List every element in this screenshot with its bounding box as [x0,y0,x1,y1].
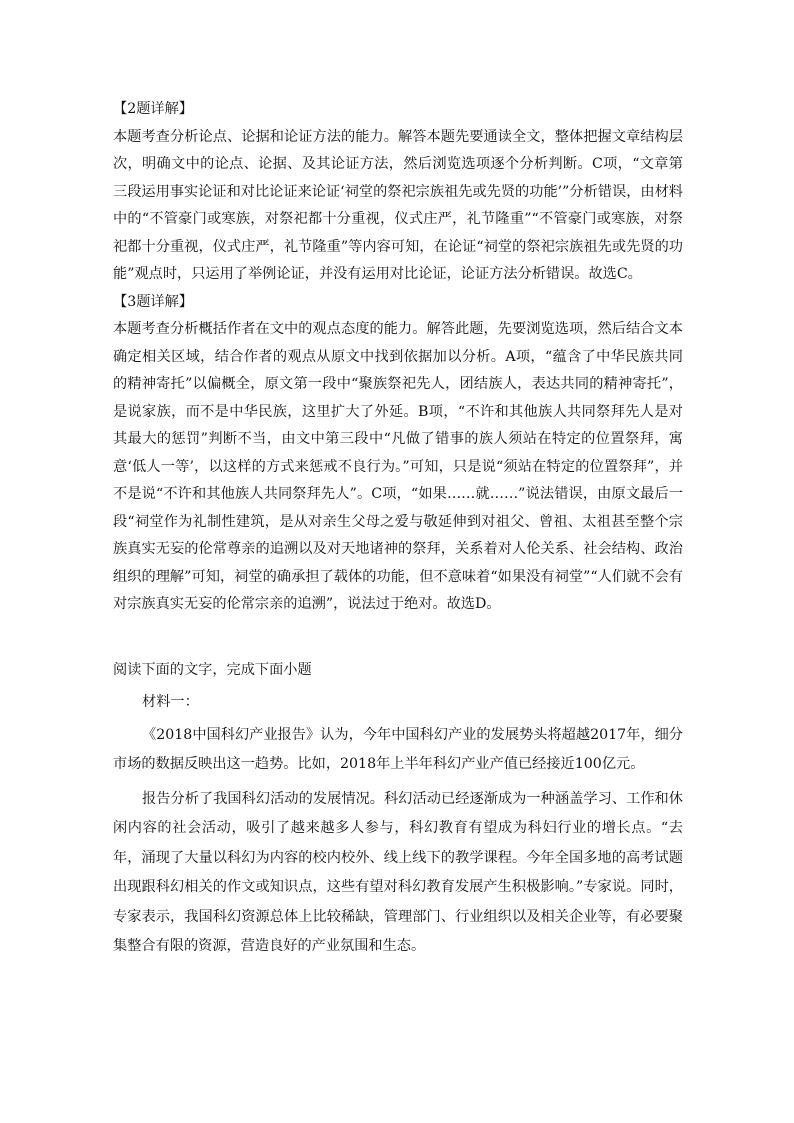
section-gap [113,619,683,657]
document-page [113,96,683,967]
material-label: 材料一： [142,693,199,710]
section-2-heading: 【2题详解】 [113,101,193,117]
material-paragraph-1: 《2018中国科幻产业报告》认为，今年中国科幻产业的发展势头将超越2017年，细分市场的数据反映出这一趋势。比如，2018年上半年科幻产业产值已经接近100亿元。 [113,726,683,772]
reading-instruction: 阅读下面的文字，完成下面小题 [113,661,312,678]
section-3-body: 本题考查分析概括作者在文中的观点态度的能力。解答此题，先要浏览选项，然后结合文本确定相关区域，结合作者的观点从原文中找到依据加以分析。A项，“蕴含了中华民族共同的精神寄托”以偏概全，原文第一段中“聚族祭祀先人，团结族人，表达共同的精神寄托”，是说家族，而不是中华民族，这里扩大了外延。B项，“不许和其他族人共同祭拜先人是对其最大的惩罚”判断不当，由文中第三段中“凡做了错事的族人须站在特定的位置祭拜，寓意‘低人一等’，以这样的方式来惩戒不良行为。”可知，只是说“须站在特定的位置祭拜”，并不是说“不许和其他族人共同祭拜先人”。C项，“如果……就……”说法错误，由原文最后一段“祠堂作为礼制性建筑，是从对亲生父母之爱与敬延伸到对祖父、曾祖、太祖甚至整个宗族真实无妄的伦常尊亲的追溯以及对天地诸神的祭拜，关系着对人伦关系、社会结构、政治组织的理解”可知，祠堂的确承担了载体的功能，但不意味着“如果没有祠堂”“人们就不会有对宗族真实无妄的伦常宗亲的追溯”，说法过于绝对。故选D。 [113,321,683,612]
section-3-heading: 【3题详解】 [113,293,193,310]
section-2-body: 本题考查分析论点、论据和论证方法的能力。解答本题先要通读全文，整体把握文章结构层次，明确文中的论点、论据、及其论证方法，然后浏览选项逐个分析判断。C项，“文章第三段运用事实论证和对比论证来论证‘祠堂的祭祀宗族祖先或先贤的功能’”分析错误，由材料中的“不管豪门或寒族，对祭祀都十分重视，仪式庄严，礼节隆重”“不管豪门或寒族，对祭祀都十分重视，仪式庄严，礼节隆重”等内容可知，在论证“祠堂的祭祀宗族祖先或先贤的功能”观点时，只运用了举例论证，并没有运用对比论证，论证方法分析错误。故选C。 [113,128,683,282]
material-paragraph-2: 报告分析了我国科幻活动的发展情况。科幻活动已经逐渐成为一种涵盖学习、工作和休闲内容的社会活动，吸引了越来越多人参与，科幻教育有望成为科妇行业的增长点。“去年，涌现了大量以科幻为内容的校内校外、线上线下的教学课程。今年全国多地的高考试题出现跟科幻相关的作文或知识点，这些有望对科幻教育发展产生积极影响。”专家说。同时，专家表示，我国科幻资源总体上比较稀缺，管理部门、行业组织以及相关企业等，有必要聚集整合有限的资源，营造良好的产业氛围和生态。 [113,790,683,954]
